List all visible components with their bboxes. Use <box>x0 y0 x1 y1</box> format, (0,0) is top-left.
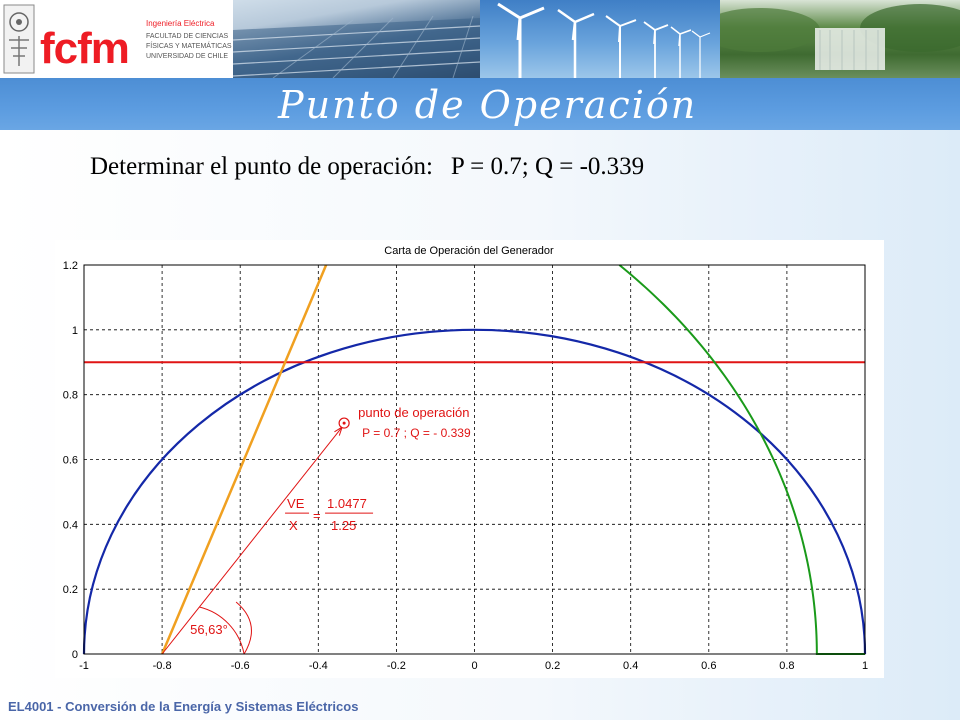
chart-title: Carta de Operación del Generador <box>384 245 554 257</box>
header-banner <box>0 0 960 130</box>
x-tick-label: -1 <box>79 660 89 672</box>
angle-label: 56,63° <box>190 622 228 637</box>
y-tick-label: 0 <box>71 649 78 661</box>
course-footer: EL4001 - Conversión de la Energía y Sistemas Eléctricos <box>8 699 359 714</box>
x-tick-label: -0.4 <box>308 660 328 672</box>
operating-point-label: punto de operación <box>358 405 470 421</box>
ratio-value-denominator: 1.25 <box>331 518 357 534</box>
waterfall-photo <box>720 0 960 78</box>
x-tick-label: 0.6 <box>701 660 717 672</box>
grid <box>84 265 865 654</box>
annotations <box>162 405 471 654</box>
ratio-denominator: X <box>289 518 298 534</box>
solar-panels-icon <box>233 0 480 78</box>
waterfall-icon <box>720 0 960 78</box>
x-tick-label: 0.2 <box>544 660 561 672</box>
ratio-value-numerator: 1.0477 <box>327 496 367 512</box>
problem-equation: P = 0.7; Q = -0.339 <box>450 153 645 180</box>
solar-photo <box>233 0 480 78</box>
operating-point-dot <box>343 422 346 425</box>
y-tick-label: 1.2 <box>62 260 78 272</box>
problem-text: Determinar el punto de operación: <box>90 153 433 180</box>
x-tick-label: 0.4 <box>623 660 639 672</box>
y-tick-label: 0.8 <box>62 389 78 402</box>
photo-strip <box>0 0 960 78</box>
logo-wordmark: fcfm <box>40 24 129 73</box>
y-tick-label: 0.6 <box>62 454 78 467</box>
x-tick-label: 1 <box>861 660 869 672</box>
operating-point-values: P = 0.7 ; Q = - 0.339 <box>362 426 471 441</box>
wind-photo <box>480 0 720 78</box>
x-tick-label: 0 <box>471 660 478 672</box>
phasor-arrow <box>162 427 342 654</box>
wind-turbine-icon <box>480 0 720 78</box>
angle-arc-outer <box>236 602 251 654</box>
slide-title: Punto de Operación <box>278 83 698 127</box>
problem-statement <box>90 153 644 181</box>
axis-ticks <box>63 260 868 672</box>
university-logo <box>0 0 234 78</box>
y-tick-label: 0.4 <box>62 519 78 532</box>
generator-capability-chart <box>55 240 884 678</box>
chart-frame <box>55 240 884 678</box>
x-tick-label: -0.8 <box>152 660 172 672</box>
logo-line: UNIVERSIDAD DE CHILE <box>146 53 229 60</box>
seal-icon <box>4 5 34 73</box>
ratio-equals: = <box>313 508 321 524</box>
logo-line: FÍSICAS Y MATEMÁTICAS <box>146 43 232 50</box>
x-tick-label: -0.6 <box>230 660 250 672</box>
logo-line: FACULTAD DE CIENCIAS <box>146 33 229 40</box>
x-tick-label: -0.2 <box>386 660 406 672</box>
ratio-numerator: VE <box>287 496 305 512</box>
y-tick-label: 0.2 <box>62 584 78 597</box>
x-tick-label: 0.8 <box>779 660 795 672</box>
y-tick-label: 1 <box>71 324 78 337</box>
logo-line: Ingeniería Eléctrica <box>146 19 215 28</box>
